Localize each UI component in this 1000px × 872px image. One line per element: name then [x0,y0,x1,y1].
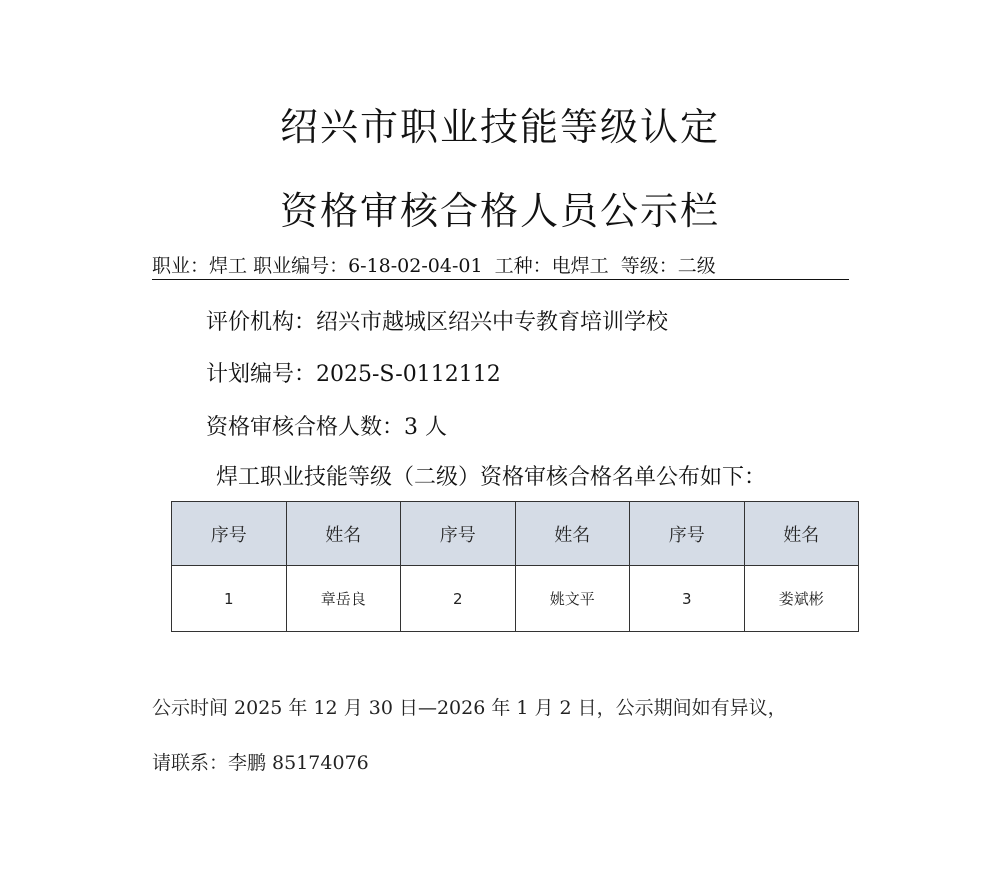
page-subtitle: 资格审核合格人员公示栏 [279,189,720,233]
qualified-roster-table [171,501,859,632]
work-type: 工种：电焊工 [494,255,609,277]
table-row [172,566,859,632]
header-cell: 姓名 [286,502,401,566]
occupation-label: 职业：焊工 [152,255,248,277]
header-cell: 序号 [172,502,287,566]
table-cell: 姚文平 [515,566,630,632]
occupation-code: 职业编号：6-18-02-04-01 [253,255,483,277]
table-cell: 2 [401,566,516,632]
header-cell: 姓名 [744,502,859,566]
notice-contact: 请联系：李鹏 85174076 [152,752,369,774]
evaluation-org: 评价机构：绍兴市越城区绍兴中专教育培训学校 [206,310,669,335]
table-header-row [172,502,859,566]
list-intro: 焊工职业技能等级（二级）资格审核合格名单公布如下： [216,465,767,490]
plan-number: 计划编号：2025-S-0112112 [206,362,501,387]
header-cell: 序号 [401,502,516,566]
table-cell: 3 [630,566,745,632]
header-cell: 姓名 [515,502,630,566]
qualified-count: 资格审核合格人数：3 人 [206,415,447,440]
page-title: 绍兴市职业技能等级认定 [279,105,720,149]
occupation-header [152,253,849,280]
header-cell: 序号 [630,502,745,566]
table-cell: 1 [172,566,287,632]
notice-period: 公示时间 2025 年 12 月 30 日—2026 年 1 月 2 日，公示期间如有异议， [152,697,787,719]
table-cell: 娄斌彬 [744,566,859,632]
level: 等级：二级 [620,255,716,277]
table-cell: 章岳良 [286,566,401,632]
